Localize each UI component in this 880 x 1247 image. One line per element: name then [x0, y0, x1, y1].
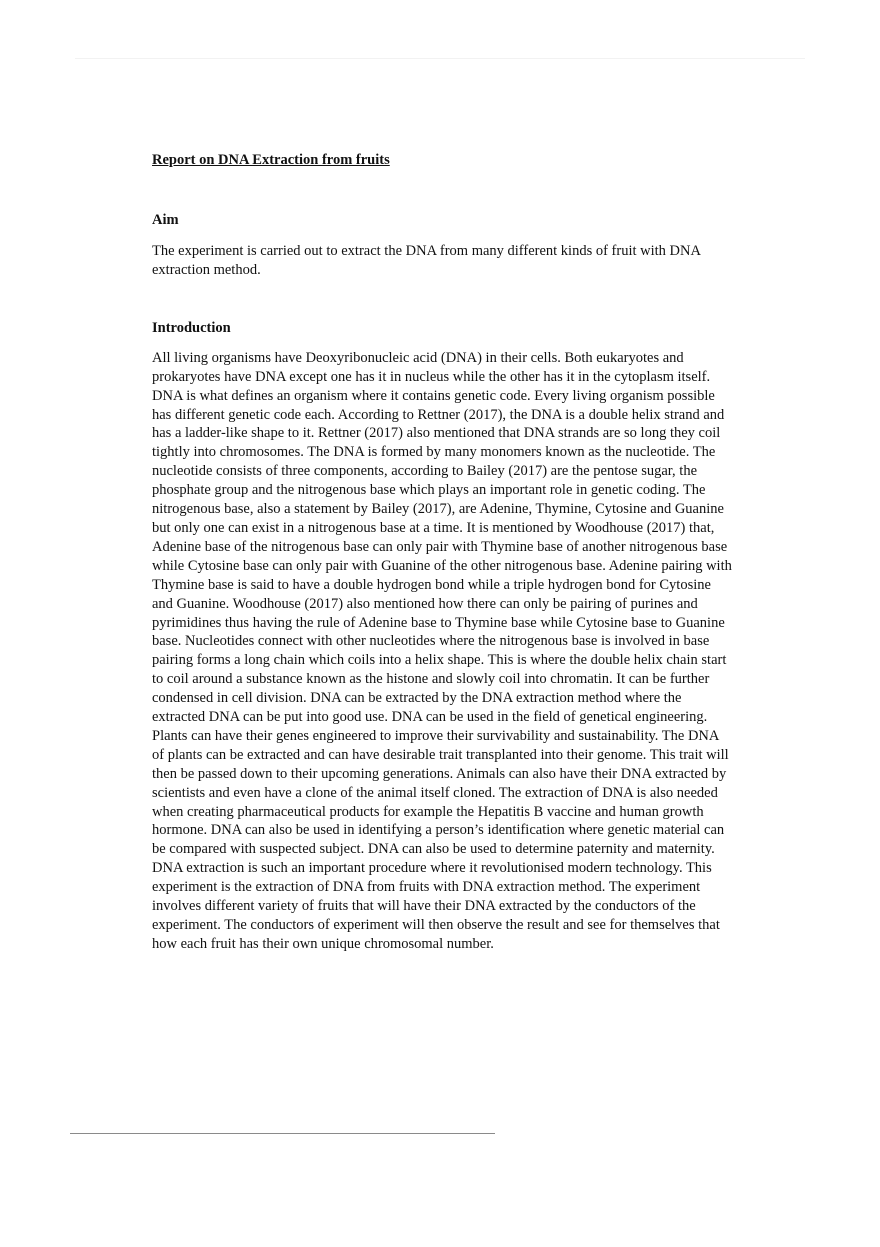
document-title: Report on DNA Extraction from fruits [152, 152, 390, 168]
introduction-paragraph: All living organisms have Deoxyribonucleic acid (DNA) in their cells. Both eukaryotes and prokaryotes have DNA except one has it in nucleus while the other has it in the cytoplasm itself. DNA is what defines an organism where it contains genetic code. Every living organism possible has different genetic code each. According to Rettner (2017), the DNA is a double helix strand and has a ladder-like shape to it. Rettner (2017) also mentioned that DNA strands are so long they coil tightly into chromosomes. The DNA is formed by many monomers known as the nucleotide. The nucleotide consists of three components, according to Bailey (2017) are the pentose sugar, the phosphate group and the nitrogenous base which plays an important role in genetic coding. The nitrogenous base, also a statement by Bailey (2017), are Adenine, Thymine, Cytosine and Guanine but only one can exist in a nitrogenous base at a time. It is mentioned by Woodhouse (2017) that, Adenine base of the nitrogenous base can only pair with Thymine base of another nitrogenous base while Cytosine base can only pair with Guanine of the other nitrogenous base. Adenine pairing with Thymine base is said to have a double hydrogen bond while a triple hydrogen bond for Cytosine and Guanine. Woodhouse (2017) also mentioned how there can only be pairing of purines and pyrimidines thus having the rule of Adenine base to Thymine base while Cytosine base to Guanine base. Nucleotides connect with other nucleotides where the nitrogenous base is involved in base pairing forms a long chain which coils into a helix shape. This is where the double helix chain start to coil around a substance known as the histone and slowly coil into chromatin. It can be further condensed in cell division. DNA can be extracted by the DNA extraction method where the extracted DNA can be put into good use. DNA can be used in the field of genetical engineering. Plants can have their genes engineered to improve their survivability and sustainability. The DNA of plants can be extracted and can have desirable trait transplanted into their genome. This trait will then be passed down to their upcoming generations. Animals can also have their DNA extracted by scientists and even have a clone of the animal itself cloned. The extraction of DNA is also needed when creating pharmaceutical products for example the Hepatitis B vaccine and human growth hormone. DNA can also be used in identifying a person’s identification where genetic material can be compared with suspected subject. DNA can also be used to determine paternity and maternity. DNA extraction is such an important procedure where it revolutionised modern technology. This experiment is the extraction of DNA from fruits with DNA extraction method. The experiment involves different variety of fruits that will have their DNA extracted by the conductors of the experiment. The conductors of experiment will then observe the result and see for themselves that how each fruit has their own unique chromosomal number. [152, 349, 732, 952]
document-body [152, 150, 732, 954]
aim-paragraph: The experiment is carried out to extract the DNA from many different kinds of fruit with DNA extraction method. [152, 243, 701, 278]
introduction-heading: Introduction [152, 319, 231, 336]
header-rule [75, 58, 805, 59]
footnote-separator [70, 1133, 495, 1134]
aim-heading: Aim [152, 212, 179, 228]
